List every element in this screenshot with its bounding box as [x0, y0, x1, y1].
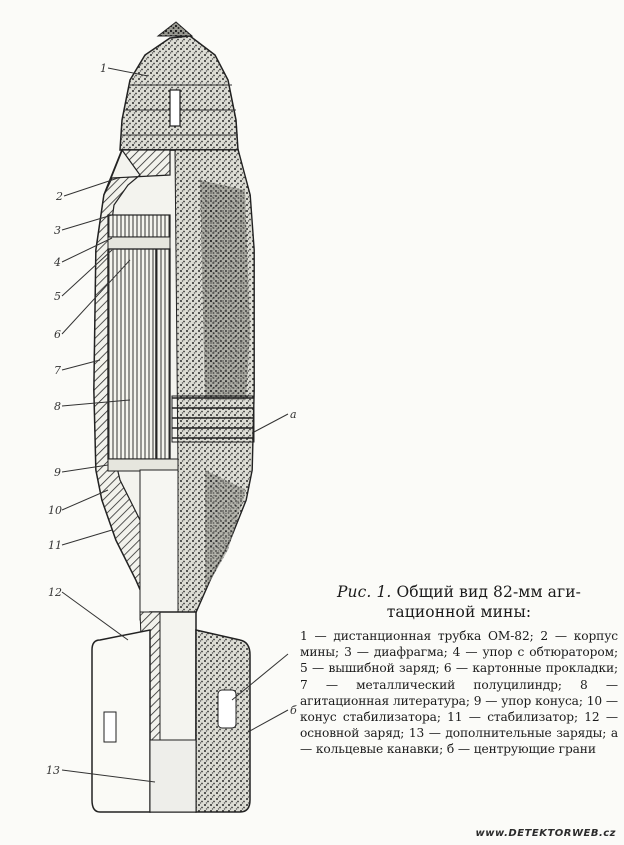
part-label: 7: [54, 364, 61, 377]
figure-caption: [300, 582, 618, 758]
part-label: 5: [54, 290, 61, 303]
parts-legend: 1 — дистанционная трубка ОМ-82; 2 — корпус мины; 3 — диафрагма; 4 — упор с обтюратором; 5 — вышибной заряд; 6 — картонные прокладки; 7 — металлический полуцилиндр; 8 — агитационная литература; 9 — упор конуса; 10 — конус стабилизатора; 11 — стабилизатор; 12 — основной заряд; 13 — дополнительные заряды; а — кольцевые канавки; б — центрующие грани: [300, 629, 618, 757]
caption-title-line2: тационной мины:: [386, 603, 532, 621]
part-label: 6: [54, 328, 61, 341]
part-label: 12: [48, 586, 62, 599]
part-label: 2: [56, 190, 63, 203]
part-label: а: [290, 408, 297, 421]
part-label: 11: [48, 539, 62, 552]
caption-title: [300, 582, 618, 622]
fuze-nose: [120, 22, 238, 150]
part-label: 10: [48, 504, 62, 517]
watermark: www.DETEKTORWEB.cz: [475, 828, 616, 839]
figure-label: Рис. 1.: [337, 583, 392, 601]
part-label: 4: [54, 256, 61, 269]
part-label: 3: [54, 224, 61, 237]
stabilizer: [92, 612, 250, 812]
mine-body: [94, 150, 254, 620]
part-label: 8: [54, 400, 61, 413]
part-label: 1: [100, 62, 107, 75]
part-label: 13: [46, 764, 60, 777]
part-label: 9: [54, 466, 61, 479]
part-label: б: [290, 704, 297, 717]
caption-title-line1: Общий вид 82-мм аги-: [396, 583, 581, 601]
